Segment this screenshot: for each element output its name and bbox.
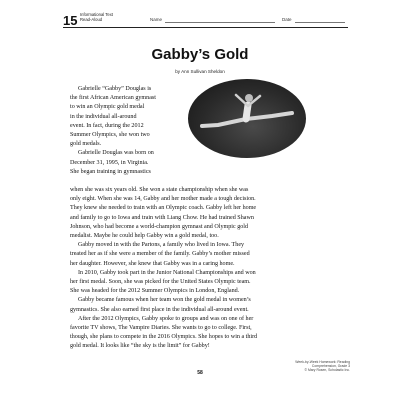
footer-credit-line-1: Week-by-Week Homework: Reading Comprehension, Grade 3: [295, 360, 350, 369]
name-label: Name: [150, 17, 163, 22]
article-body: [70, 186, 332, 352]
article-line: Gabby moved in with the Partons, a family who lived in Iowa. They: [78, 242, 245, 249]
article-line: her daughter. However, she knew that Gabby was in a caring home.: [70, 260, 235, 267]
name-field[interactable]: [165, 22, 275, 23]
article-line: gold medal. It looks like “the sky is the limit” for Gabby!: [70, 343, 210, 350]
date-field[interactable]: [295, 22, 345, 23]
article-line: gymnastics. She also earned first place in the individual all-around event.: [70, 306, 249, 313]
lesson-number: 15: [63, 13, 78, 28]
article-line: her first medal. Soon, she was picked for the United States Olympic team.: [70, 279, 251, 286]
gymnast-leap-photo: [188, 79, 306, 158]
header-divider: [63, 27, 348, 28]
article-line: to win an Olympic gold medal: [70, 104, 145, 111]
date-label: Date: [282, 17, 292, 22]
article-line: They knew she needed to train with an Olympic coach. Gabby left her home: [70, 205, 257, 212]
footer-credit-line-2: © Mary Rosen, Scholastic Inc.: [304, 368, 350, 373]
article-line: Johnson, who had become a world-champion gymnast and Olympic gold: [70, 223, 249, 230]
article-line: gold medals.: [70, 141, 102, 148]
article-line: Gabby became famous when her team won the gold medal in women’s: [78, 297, 251, 304]
article-title: Gabby’s Gold: [151, 46, 249, 63]
article-line: Summer Olympics, she won two: [70, 132, 150, 139]
article-line: After the 2012 Olympics, Gabby spoke to groups and was on one of her: [78, 315, 254, 322]
page-number: 58: [197, 370, 203, 376]
article-line: event. In fact, during the 2012: [70, 122, 144, 129]
article-line: She was headed for the 2012 Summer Olympics in London, England.: [70, 288, 240, 295]
article-line: December 31, 1995, in Virginia.: [70, 159, 149, 166]
lesson-tag-line-1: Informational Text: [80, 12, 113, 17]
article-line: Gabrielle Douglas was born on: [78, 150, 154, 157]
article-line: treated her as if she were a member of the family. Gabby’s mother missed: [70, 251, 250, 258]
article-line: though, she plans to compete in the 2016 Olympics. She hopes to win a third: [70, 334, 258, 341]
article-line: Gabrielle “Gabby” Douglas is: [78, 86, 152, 92]
article-line: the first African American gymnast: [70, 95, 156, 102]
article-line: and family to go to Iowa and train with Liang Chow. He had trained Shawn: [70, 214, 254, 221]
article-line: She began training in gymnastics: [70, 168, 151, 175]
article-line: in the individual all-around: [70, 113, 137, 120]
article-line: In 2010, Gabby took part in the Junior National Championships and won: [78, 269, 256, 276]
gymnast-silhouette-icon: [188, 79, 306, 158]
article-byline: by Ann Sullivan Sheldon: [175, 69, 225, 74]
lesson-tag-line-2: Read-Aloud: [80, 17, 103, 22]
article-line: when she was six years old. She won a state championship when she was: [70, 187, 249, 193]
article-line: favorite TV shows, The Vampire Diaries. She wants to go to college. First,: [70, 325, 252, 332]
article-line: medalist. Maybe he could help Gabby win a gold medal, too.: [70, 233, 219, 240]
article-line: only eight. When she was 14, Gabby and her mother made a tough decision.: [70, 196, 256, 203]
lesson-tag: [80, 12, 113, 22]
article-intro-column: [70, 85, 188, 177]
